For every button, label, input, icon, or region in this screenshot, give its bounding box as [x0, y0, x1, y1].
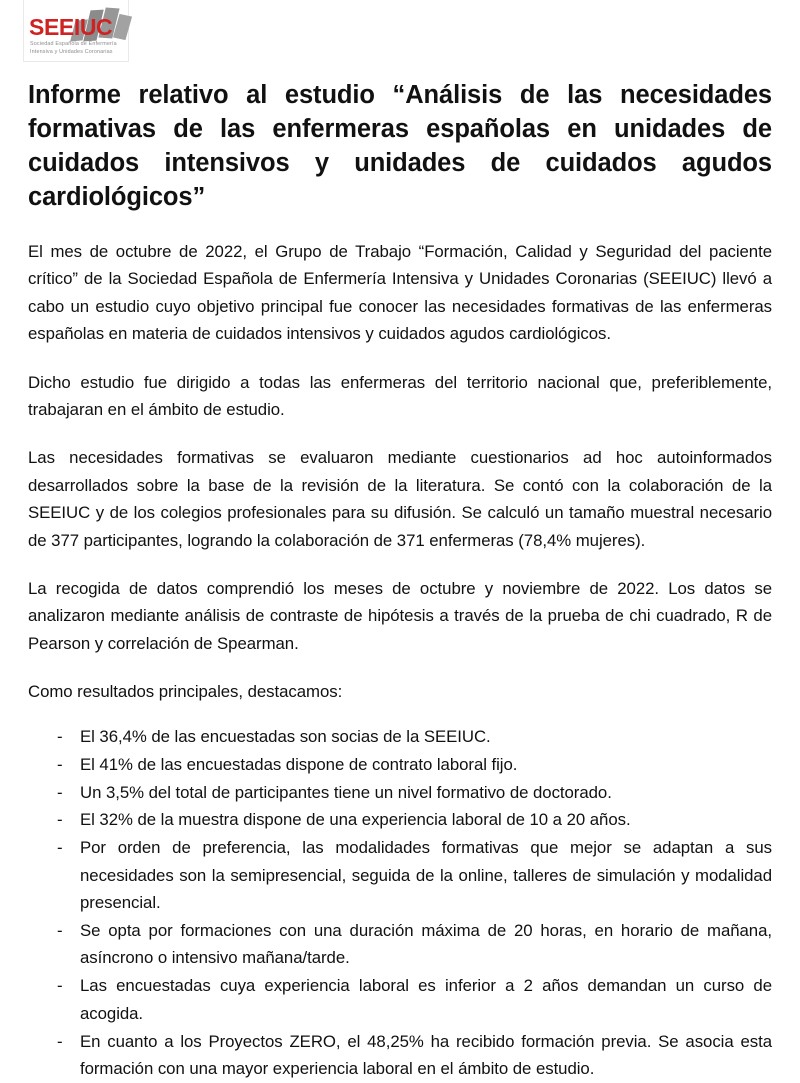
bullet-dash-icon: - — [57, 921, 63, 941]
list-item — [28, 917, 772, 972]
list-item — [28, 972, 772, 1027]
bullet-dash-icon: - — [57, 838, 63, 858]
paragraph-2: Dicho estudio fue dirigido a todas las enfermeras del territorio nacional que, preferiblemente, trabajaran en el ámbito de estudio. — [28, 372, 772, 420]
bullet-dash-icon: - — [57, 810, 63, 830]
paragraph-3: Las necesidades formativas se evaluaron mediante cuestionarios ad hoc autoinformados desarrollados sobre la base de la revisión de la literatura. Se contó con la colaboración de la SEEIUC y de los colegios profesionales para su difusión. Se calculó un tamaño muestral necesario de 377 participantes, logrando la colaboración de 371 enfermeras (78,4% mujeres). — [28, 448, 772, 550]
paragraph-4: La recogida de datos comprendió los meses de octubre y noviembre de 2022. Los datos se analizaron mediante análisis de contraste de hipótesis a través de la prueba de chi cuadrado, R de Pearson y correlación de Spearman. — [28, 579, 772, 653]
list-item — [28, 834, 772, 916]
logo-tagline-line-1: Sociedad Española de Enfermería — [30, 41, 117, 47]
list-item-text: El 36,4% de las encuestadas son socias de la SEEIUC. — [80, 726, 491, 746]
results-lead-in: Como resultados principales, destacamos: — [28, 682, 343, 702]
list-item — [28, 806, 772, 833]
list-item — [28, 751, 772, 778]
results-list — [28, 723, 772, 1083]
list-item-text: El 32% de la muestra dispone de una experiencia laboral de 10 a 20 años. — [80, 810, 631, 830]
list-item-text: Por orden de preferencia, las modalidades formativas que mejor se adaptan a sus necesidades son la semipresencial, seguida de la online, talleres de simulación y modalidad presencial. — [80, 838, 772, 913]
logo-tagline-line-2: Intensiva y Unidades Coronarias — [30, 48, 113, 55]
list-item-text: El 41% de las encuestadas dispone de contrato laboral fijo. — [80, 754, 518, 774]
document-title: Informe relativo al estudio “Análisis de las necesidades formativas de las enfermeras españolas en unidades de cuidados intensivos y unidades de cuidados agudos cardiológicos” — [28, 81, 772, 211]
list-item — [28, 1028, 772, 1083]
bullet-dash-icon: - — [57, 782, 63, 802]
paragraph-1: El mes de octubre de 2022, el Grupo de Trabajo “Formación, Calidad y Seguridad del paciente crítico” de la Sociedad Española de Enfermería Intensiva y Unidades Coronarias (SEEIUC) llevó a cabo un estudio cuyo objetivo principal fue conocer las necesidades formativas de las enfermeras españolas en materia de cuidados intensivos y cuidados agudos cardiológicos. — [28, 242, 772, 344]
list-item-text: Un 3,5% del total de participantes tiene un nivel formativo de doctorado. — [80, 782, 612, 802]
document-header — [0, 0, 800, 78]
document-body — [28, 78, 772, 1083]
bullet-dash-icon: - — [57, 1031, 63, 1051]
logo-wordmark: SEEIUC — [29, 14, 113, 40]
logo-tagline — [30, 41, 130, 56]
seeiuc-logo — [23, 0, 129, 62]
bullet-dash-icon: - — [57, 976, 63, 996]
list-item-text: Las encuestadas cuya experiencia laboral es inferior a 2 años demandan un curso de acogida. — [80, 976, 772, 1023]
bullet-dash-icon: - — [57, 726, 63, 746]
list-item-text: Se opta por formaciones con una duración máxima de 20 horas, en horario de mañana, asíncrono o intensivo mañana/tarde. — [80, 921, 772, 968]
bullet-dash-icon: - — [57, 754, 63, 774]
list-item — [28, 779, 772, 806]
list-item — [28, 723, 772, 750]
list-item-text: En cuanto a los Proyectos ZERO, el 48,25% ha recibido formación previa. Se asocia esta formación con una mayor experiencia laboral en el ámbito de estudio. — [80, 1031, 772, 1079]
